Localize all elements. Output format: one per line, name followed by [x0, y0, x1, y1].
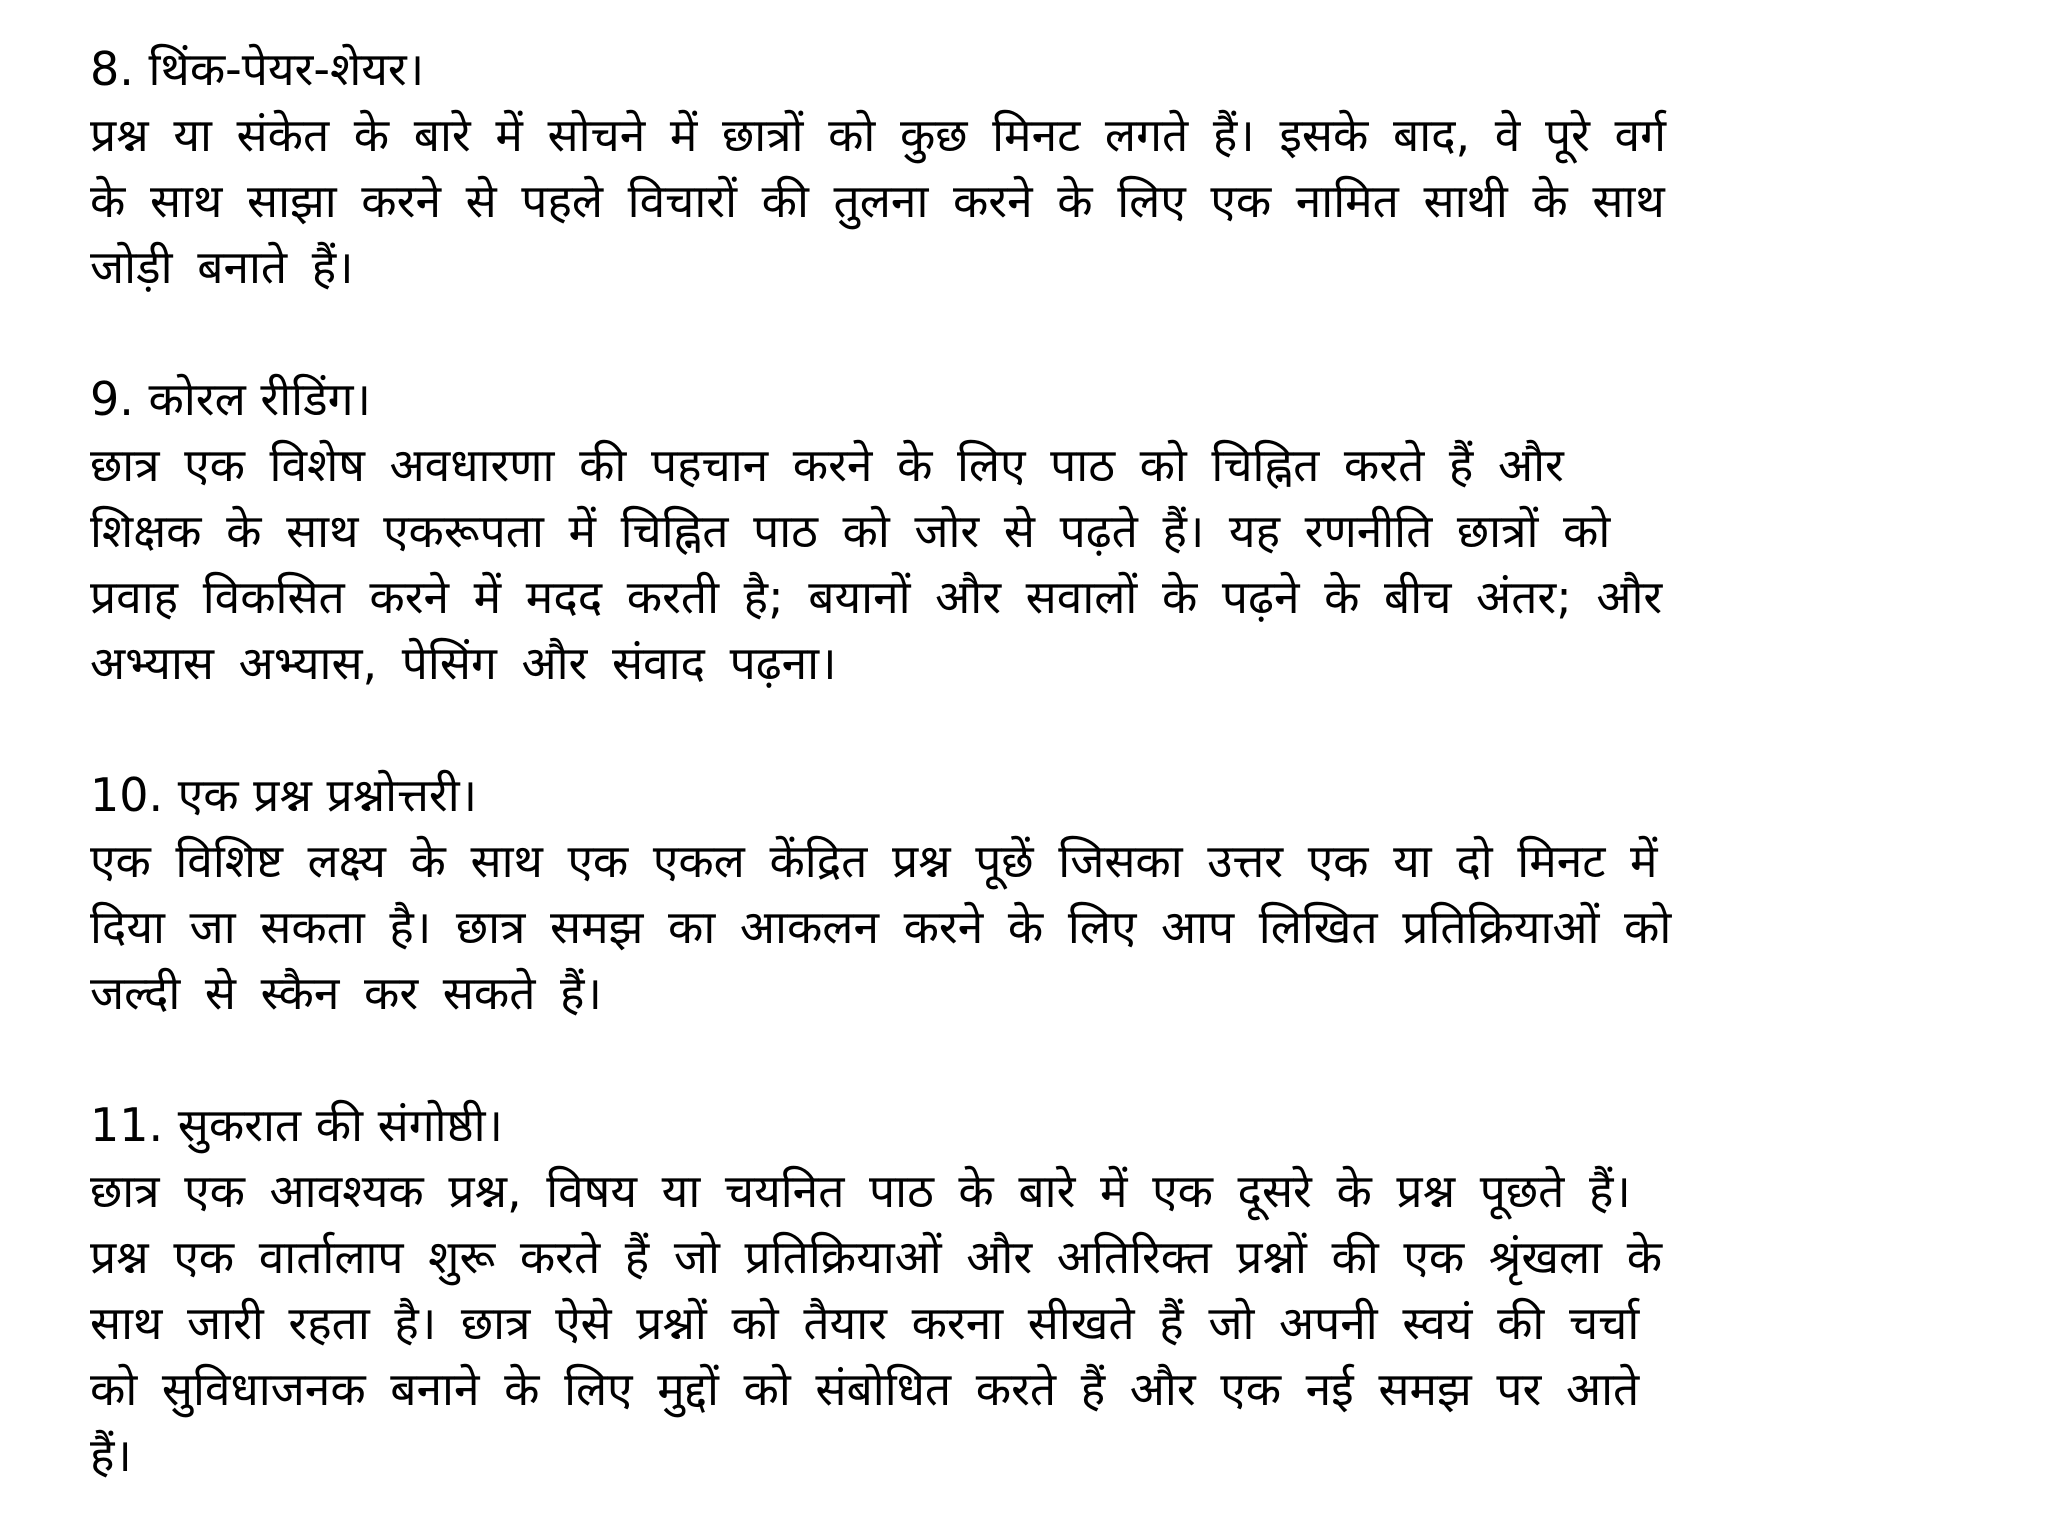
- document-page: [90, 36, 1980, 1488]
- body-line: को सुविधाजनक बनाने के लिए मुद्दों को संबोधित करते हैं और एक नई समझ पर आते: [90, 1362, 1640, 1416]
- body-line: शिक्षक के साथ एकरूपता में चिह्नित पाठ को जोर से पढ़ते हैं। यह रणनीति छात्रों को: [90, 504, 1611, 558]
- body-line: जोड़ी बनाते हैं।: [90, 240, 354, 294]
- body-line: प्रश्न एक वार्तालाप शुरू करते हैं जो प्रतिक्रियाओं और अतिरिक्त प्रश्नों की एक श्रृंखला के: [90, 1230, 1663, 1284]
- body-line: अभ्यास अभ्यास, पेसिंग और संवाद पढ़ना।: [90, 636, 837, 690]
- body-line: जल्दी से स्कैन कर सकते हैं।: [90, 966, 602, 1020]
- section-heading: 8. थिंक-पेयर-शेयर।: [90, 42, 425, 96]
- body-line: छात्र एक आवश्यक प्रश्न, विषय या चयनित पाठ के बारे में एक दूसरे के प्रश्न पूछते हैं।: [90, 1164, 1631, 1218]
- body-line: हैं।: [90, 1428, 132, 1482]
- body-line: साथ जारी रहता है। छात्र ऐसे प्रश्नों को तैयार करना सीखते हैं जो अपनी स्वयं की चर्चा: [90, 1296, 1640, 1350]
- section-heading: 10. एक प्रश्न प्रश्नोत्तरी।: [90, 768, 478, 822]
- section-choral-reading: [90, 366, 1980, 696]
- body-line: प्रश्न या संकेत के बारे में सोचने में छात्रों को कुछ मिनट लगते हैं। इसके बाद, वे पूरे वर्ग: [90, 108, 1667, 162]
- body-line: प्रवाह विकसित करने में मदद करती है; बयानों और सवालों के पढ़ने के बीच अंतर; और: [90, 570, 1663, 624]
- section-heading: 9. कोरल रीडिंग।: [90, 372, 371, 426]
- body-line: एक विशिष्ट लक्ष्य के साथ एक एकल केंद्रित प्रश्न पूछें जिसका उत्तर एक या दो मिनट में: [90, 834, 1658, 888]
- section-think-pair-share: [90, 36, 1980, 300]
- body-line: के साथ साझा करने से पहले विचारों की तुलना करने के लिए एक नामित साथी के साथ: [90, 174, 1665, 228]
- section-heading: 11. सुकरात की संगोष्ठी।: [90, 1098, 503, 1152]
- section-one-question-quiz: [90, 762, 1980, 1026]
- body-line: दिया जा सकता है। छात्र समझ का आकलन करने के लिए आप लिखित प्रतिक्रियाओं को: [90, 900, 1672, 954]
- section-socratic-seminar: [90, 1092, 1980, 1488]
- body-line: छात्र एक विशेष अवधारणा की पहचान करने के लिए पाठ को चिह्नित करते हैं और: [90, 438, 1564, 492]
